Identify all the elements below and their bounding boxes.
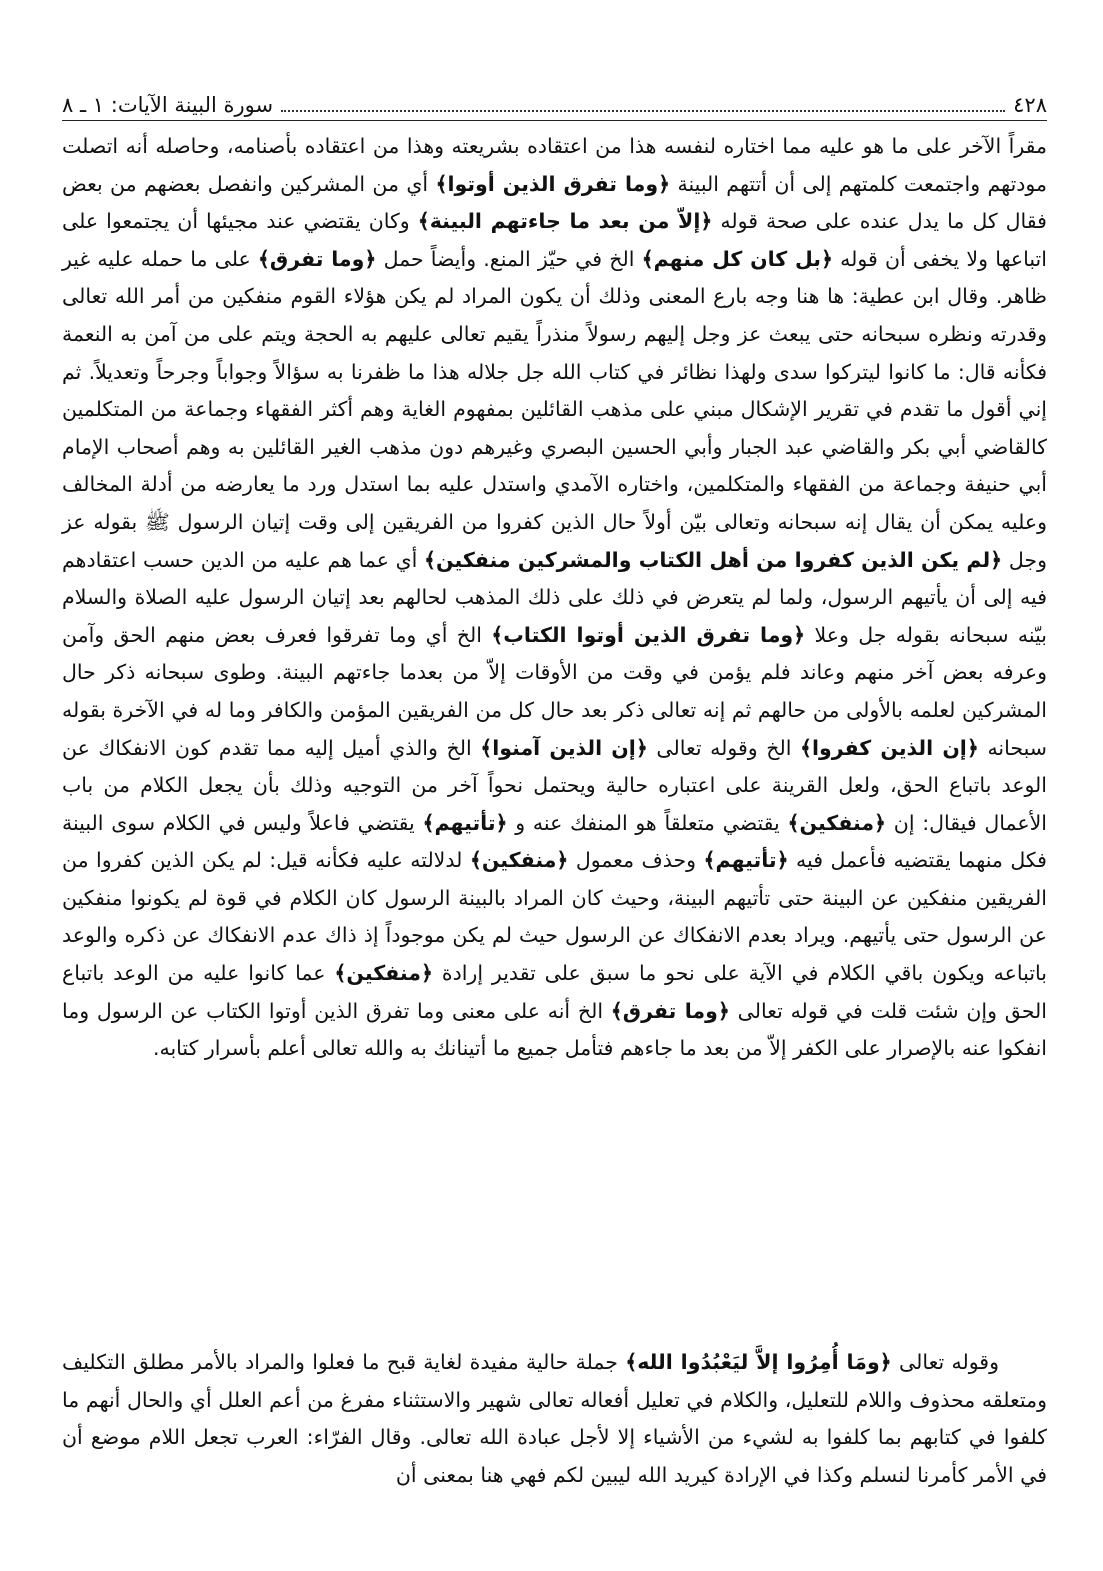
text-run: مقراً الآخر على ما هو عليه مما اختاره لنفسه هذا من اعتقاده بشريعته وهذا من اعتقاده بأصنامه، وحاصله أنه اتصلت مودتهم واجتمعت كلمتهم إلى أن أتتهم البينة	[62, 134, 1047, 196]
page-number: ٤٢٨	[1013, 93, 1047, 117]
text-run: وقوله تعالى	[899, 1350, 999, 1374]
text-run: لدلالته عليه فكأنه قيل: لم يكن الذين كفروا من الفريقين منفكين عن البينة حتى تأتيهم البينة، وحيث كان المراد بالبينة الرسول كان الكلام في قوة لم يكونوا منفكين عن الرسول حتى يأتيهم. ويراد بعدم الانفكاك عن الرسول حيث لم يكن موجوداً إذ ذاك عدم الانفكاك عن ذكره والوعد باتباعه ويكون باقي الكلام في الآية على نحو ما سبق على تقدير إرادة	[62, 848, 1047, 986]
text-run: يقتضي فاعلاً وليس في الكلام سوى البينة فكل منهما يقتضيه فأعمل فيه	[62, 810, 1047, 873]
quran-quote: ﴿منفكين﴾	[787, 810, 887, 835]
text-run: على ما حمله عليه غير ظاهر. وقال ابن عطية: ها هنا وجه بارع المعنى وذلك أن يكون المراد لم يكن هؤلاء القوم منفكين من أمر الله تعالى وقدرته ونظره سبحانه حتى يبعث عز وجل إليهم رسولاً منذراً يقيم تعالى عليهم به الحجة ويتم على من آمن به النعمة فكأنه قال: ما كانوا ليتركوا سدى ولهذا نظائر في كتاب الله جل جلاله هذا ما ظفرنا به سؤالاً وجواباً وجرحاً وتعديلاً. ثم إني أقول ما تقدم في تقرير الإشكال مبني على مذهب القائلين بمفهوم الغاية وهم أكثر الفقهاء وجماعة من المتكلمين كالقاضي أبي بكر والقاضي عبد الجبار وأبي الحسين البصري وغيرهم دون مذهب الغير القائلين به وهم أصحاب الإمام أبي حنيفة وجماعة من الفقهاء والمتكلمين، واختاره الآمدي واستدل عليه بما استدل ورد ما يعارضه من أدلة المخالف وعليه يمكن أن يقال إنه سبحانه وتعالى بيّن أولاً حال الذين كفروا من الفريقين إلى وقت إتيان الرسول ﷺ بقوله عز وجل	[62, 246, 1047, 572]
text-run: يقتضي متعلقاً هو المنفك عنه و	[515, 810, 780, 835]
quran-quote: ﴿وما تفرق﴾	[610, 998, 730, 1023]
text-run: الخ وقوله تعالى	[656, 735, 792, 760]
quran-quote: ﴿لم يكن الذين كفروا من أهل الكتاب والمشركين منفكين﴾	[424, 547, 1003, 572]
quran-quote: ﴿وما تفرق﴾	[257, 246, 377, 271]
paragraph-new-verse	[62, 1344, 1047, 1494]
text-run: وحذف معمول	[575, 848, 697, 873]
paragraph-commentary	[62, 128, 1047, 1068]
text-run: جملة حالية مفيدة لغاية قبح ما فعلوا والمراد بالأمر مطلق التكليف ومتعلقه محذوف واللام للتعليل، والكلام في تعليل أفعاله تعالى شهير والاستثناء مفرغ من أعم العلل أي والحال أنهم ما كلفوا في كتابهم بما كلفوا به لشيء من الأشياء إلا لأجل عبادة الله تعالى. وقال الفرّاء: العرب تجعل اللام موضع أن في الأمر كأمرنا لنسلم وكذا في الإرادة كيريد الله ليبين لكم فهي هنا بمعنى أن	[62, 1350, 1047, 1487]
quran-quote: ﴿وما تفرق الذين أوتوا﴾	[435, 171, 671, 196]
quran-quote: ﴿إن الذين آمنوا﴾	[480, 735, 648, 760]
quran-quote: ﴿تأتيهم﴾	[422, 810, 508, 835]
quran-quote: ﴿ومَا أُمِرُوا إلاَّ ليَعْبُدُوا الله﴾	[625, 1350, 892, 1374]
text-run: أي عما هم عليه من الدين حسب اعتقادهم فيه إلى أن يأتيهم الرسول، ولما لم يتعرض في ذلك على ذلك المذهب لحالهم بعد إتيان الرسول عليه الصلاة والسلام بيّنه سبحانه بقوله جل وعلا	[62, 547, 1047, 647]
text-run: عما كانوا عليه من الوعد باتباع الحق وإن شئت قلت في قوله تعالى	[62, 961, 1047, 1023]
text-run: أي من المشركين وانفصل بعضهم من بعض فقال كل ما يدل عنده على صحة قوله	[62, 171, 1047, 234]
section-title: سورة البينة الآيات: ١ ـ ٨	[62, 93, 274, 117]
leader-dots	[281, 109, 1005, 112]
text-run: الخ أي وما تفرقوا فعرف بعض منهم الحق وآمن وعرفه بعض آخر منهم وعاند فلم يؤمن في وقت من الأوقات إلاّ من بعدما جاءتهم البينة. وطوى سبحانه ذكر حال المشركين لعلمه بالأولى من حالهم ثم إنه تعالى ذكر بعد حال كل من الفريقين المؤمن والكافر وما له في الآخرة بقوله سبحانه	[62, 622, 1047, 760]
quran-quote: ﴿منفكين﴾	[469, 848, 569, 873]
running-header	[62, 86, 1047, 121]
quran-quote: ﴿إلاّ من بعد ما جاءتهم البينة﴾	[417, 209, 713, 234]
text-run: الخ في حيّز المنع. وأيضاً حمل	[383, 246, 635, 271]
quran-quote: ﴿بل كان كل منهم﴾	[641, 246, 833, 271]
text-run: وكان يقتضي عند مجيئها أن يجتمعوا على اتباعها ولا يخفى أن قوله	[62, 209, 1047, 271]
quran-quote: ﴿منفكين﴾	[334, 961, 433, 986]
quran-quote: ﴿وما تفرق الذين أوتوا الكتاب﴾	[491, 622, 806, 647]
text-run: الخ أنه على معنى وما تفرق الذين أوتوا الكتاب عن الرسول وما انفكوا عنه بالإصرار على الكفر إلاّ من بعد ما جاءهم فتأمل جميع ما أتينانك به والله تعالى أعلم بأسرار كتابه.	[62, 998, 1047, 1061]
quran-quote: ﴿إن الذين كفروا﴾	[800, 735, 979, 760]
quran-quote: ﴿تأتيهم﴾	[703, 848, 789, 873]
text-run: الخ والذي أميل إليه مما تقدم كون الانفكاك عن الوعد باتباع الحق، ولعل القرينة على اعتباره حالية ويحتمل نحواً آخر من التوجيه وذلك بأن يجعل الكلام من باب الأعمال فيقال: إن	[62, 735, 1047, 835]
